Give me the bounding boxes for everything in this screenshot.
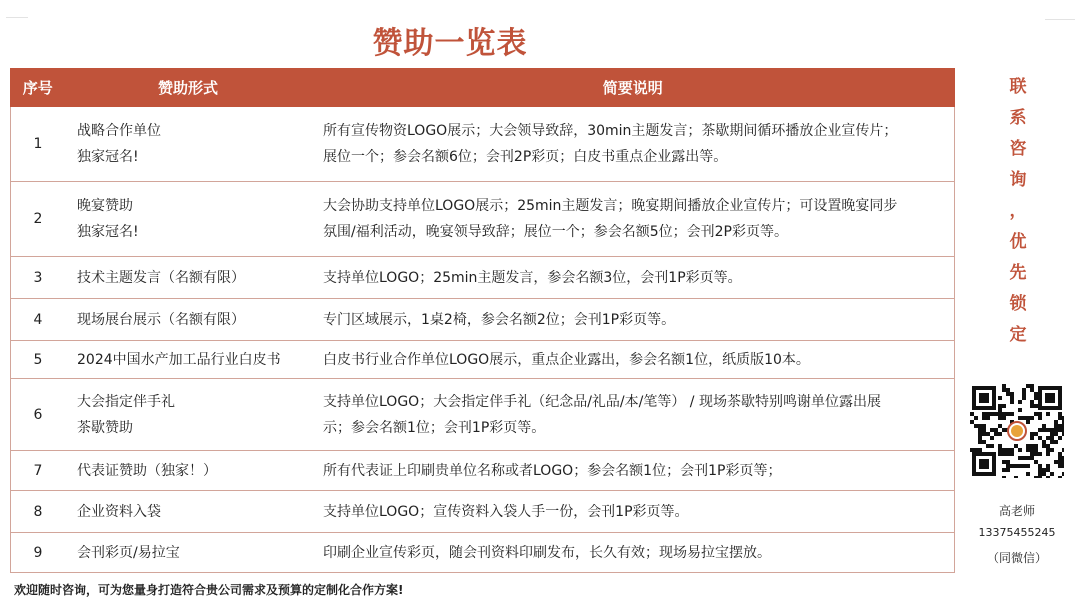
contact-char: 联 bbox=[1009, 77, 1027, 97]
description-line: 白皮书行业合作单位LOGO展示，重点企业露出，参会名额1位，纸质版10本。 bbox=[323, 351, 810, 368]
contact-char: 锁 bbox=[1009, 294, 1027, 314]
row-form bbox=[65, 182, 311, 257]
sponsorship-table bbox=[10, 68, 955, 573]
row-form bbox=[65, 533, 311, 573]
row-description bbox=[311, 451, 955, 491]
table-row bbox=[11, 491, 955, 533]
table-row bbox=[11, 182, 955, 257]
footer-note: 欢迎随时咨询，可为您量身打造符合贵公司需求及预算的定制化合作方案! bbox=[14, 583, 404, 597]
form-line: 独家冠名! bbox=[77, 149, 139, 165]
row-number: 9 bbox=[11, 533, 66, 573]
description-line: 氛围/福利活动，晚宴领导致辞；展位一个；参会名额5位；会刊2P彩页等。 bbox=[323, 224, 788, 240]
row-description bbox=[311, 341, 955, 379]
description-line: 示；参会名额1位；会刊1P彩页等。 bbox=[323, 419, 546, 436]
description-line: 大会协助支持单位LOGO展示；25min主题发言；晚宴期间播放企业宣传片；可设置晚宴同步 bbox=[323, 198, 898, 214]
table-row bbox=[11, 107, 955, 182]
row-number: 8 bbox=[11, 491, 66, 533]
table-row bbox=[11, 257, 955, 299]
row-description bbox=[311, 533, 955, 573]
form-line: 代表证赞助（独家！） bbox=[77, 462, 217, 479]
row-number: 7 bbox=[11, 451, 66, 491]
row-description bbox=[311, 257, 955, 299]
form-line: 会刊彩页/易拉宝 bbox=[77, 544, 180, 561]
page-title: 赞助一览表 bbox=[372, 26, 528, 61]
row-description bbox=[311, 107, 955, 182]
form-line: 技术主题发言（名额有限） bbox=[77, 269, 245, 286]
contact-char: 先 bbox=[1009, 263, 1027, 283]
form-line: 茶歇赞助 bbox=[77, 419, 133, 436]
form-line: 企业资料入袋 bbox=[77, 503, 161, 520]
description-line: 支持单位LOGO；大会指定伴手礼（纪念品/礼品/本/笔等） / 现场茶歇特别鸣谢单位露出展 bbox=[323, 393, 881, 410]
description-line: 展位一个；参会名额6位；会刊2P彩页；白皮书重点企业露出等。 bbox=[323, 149, 728, 165]
contact-char: ， bbox=[1009, 201, 1027, 221]
decorative-line-right bbox=[1045, 19, 1075, 20]
contact-char: 优 bbox=[1009, 232, 1027, 252]
contact-vertical-text bbox=[1004, 72, 1032, 351]
row-number: 4 bbox=[11, 299, 66, 341]
table-header-row bbox=[11, 69, 955, 107]
table-row bbox=[11, 451, 955, 491]
header-form: 赞助形式 bbox=[65, 69, 311, 107]
contact-char: 询 bbox=[1009, 170, 1027, 190]
form-line: 现场展台展示（名额有限） bbox=[77, 311, 245, 328]
row-form bbox=[65, 257, 311, 299]
form-line: 2024中国水产加工品行业白皮书 bbox=[77, 351, 281, 368]
contact-name: 高老师 bbox=[998, 504, 1035, 518]
description-line: 印刷企业宣传彩页，随会刊资料印刷发布，长久有效；现场易拉宝摆放。 bbox=[323, 544, 771, 561]
qr-code-icon[interactable] bbox=[970, 384, 1064, 478]
contact-note: （同微信） bbox=[986, 551, 1047, 565]
contact-phone[interactable]: 13375455245 bbox=[978, 526, 1056, 539]
row-number: 1 bbox=[11, 107, 66, 182]
row-form bbox=[65, 107, 311, 182]
row-form bbox=[65, 491, 311, 533]
table-row bbox=[11, 533, 955, 573]
description-line: 支持单位LOGO；25min主题发言，参会名额3位，会刊1P彩页等。 bbox=[323, 269, 742, 286]
row-form bbox=[65, 451, 311, 491]
row-description bbox=[311, 379, 955, 451]
description-line: 所有宣传物资LOGO展示；大会领导致辞，30min主题发言；茶歇期间循环播放企业宣传片； bbox=[323, 123, 898, 139]
contact-char: 咨 bbox=[1009, 139, 1027, 159]
row-form bbox=[65, 379, 311, 451]
row-number: 5 bbox=[11, 341, 66, 379]
table-row bbox=[11, 341, 955, 379]
row-number: 2 bbox=[11, 182, 66, 257]
form-line: 战略合作单位 bbox=[77, 123, 161, 139]
form-line: 晚宴赞助 bbox=[77, 198, 133, 214]
contact-char: 系 bbox=[1009, 108, 1027, 128]
row-description bbox=[311, 299, 955, 341]
row-number: 6 bbox=[11, 379, 66, 451]
description-line: 专门区域展示，1桌2椅，参会名额2位；会刊1P彩页等。 bbox=[323, 311, 676, 328]
form-line: 大会指定伴手礼 bbox=[77, 393, 175, 410]
row-number: 3 bbox=[11, 257, 66, 299]
description-line: 支持单位LOGO；宣传资料入袋人手一份，会刊1P彩页等。 bbox=[323, 503, 689, 520]
table-row bbox=[11, 379, 955, 451]
header-number: 序号 bbox=[11, 69, 66, 107]
contact-char: 定 bbox=[1009, 325, 1027, 345]
header-description: 简要说明 bbox=[311, 69, 955, 107]
description-line: 所有代表证上印刷贵单位名称或者LOGO；参会名额1位；会刊1P彩页等； bbox=[323, 462, 782, 479]
table-row bbox=[11, 299, 955, 341]
row-form bbox=[65, 341, 311, 379]
form-line: 独家冠名! bbox=[77, 224, 139, 240]
row-form bbox=[65, 299, 311, 341]
row-description bbox=[311, 182, 955, 257]
row-description bbox=[311, 491, 955, 533]
